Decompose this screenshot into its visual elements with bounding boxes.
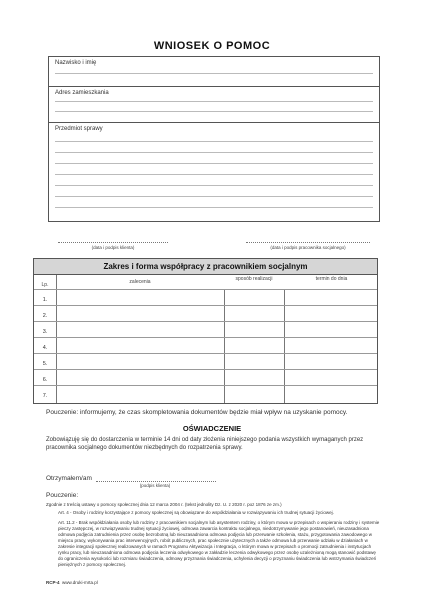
received-signature-line[interactable] (96, 481, 216, 482)
client-info-box (48, 56, 380, 222)
table-row-line (34, 369, 377, 370)
client-signature-caption: (data i podpis klienta) (91, 245, 135, 250)
instruction-heading: Pouczenie: (46, 492, 79, 499)
subject-field-line-2[interactable] (55, 152, 373, 153)
table-row-line (34, 321, 377, 322)
article-4-text: Art. 4 - Osoby i rodziny korzystające z pomocy społecznej są obowiązane do współdziałania w rozwiązywaniu ich trudnej sytuacji życiowej. (58, 510, 334, 515)
declaration-text: Zobowiązuję się do dostarczenia w terminie 14 dni od daty złożenia niniejszego podania wszystkich wymaganych przez pracownika socjalnego dokumentów niezbędnych do rozpatrzenia sprawy. (46, 437, 364, 451)
address-field-line-2[interactable] (55, 111, 373, 112)
name-field[interactable] (55, 73, 373, 74)
column-divider (56, 275, 57, 403)
worker-signature-caption: (data i podpis pracownika socjalnego) (270, 245, 346, 250)
documents-notice: Pouczenie: informujemy, że czas skompletowania dokumentów będzie miał wpływ na uzyskanie pomocy. (46, 409, 348, 416)
table-row-line (34, 353, 377, 354)
cooperation-table (33, 258, 378, 404)
table-row-line (34, 385, 377, 386)
subject-field-line-1[interactable] (55, 141, 373, 142)
column-header-deadline: termin do dnia (315, 276, 348, 282)
table-row-number: 7. (42, 393, 48, 399)
declaration-heading: OŚWIADCZENIE (182, 424, 242, 433)
subject-section (49, 123, 379, 221)
header-row-divider (34, 289, 377, 290)
client-signature-line[interactable] (58, 242, 168, 243)
table-row-number: 2. (42, 313, 48, 319)
instruction-intro: Zgodnie z treścią ustawy o pomocy społecznej dnia 12 marca 2004 r. (tekst jednolity Dz. U. z 2020 r. poz 1876 ze zm.) (46, 502, 282, 507)
subject-label: Przedmiot sprawy (55, 126, 103, 132)
table-row-number: 5. (42, 361, 48, 367)
address-label: Adres zamieszkania (55, 90, 109, 96)
address-section (49, 87, 379, 123)
subject-field-line-5[interactable] (55, 185, 373, 186)
column-header-method: sposób realizacji (235, 276, 273, 282)
received-label: Otrzymałem/am (46, 475, 92, 482)
name-label: Nazwisko i imię (55, 60, 97, 66)
received-signature-caption: (podpis klienta) (139, 483, 171, 488)
name-section (49, 57, 379, 87)
column-header-task: zalecenia (129, 279, 151, 285)
table-row-number: 3. (42, 329, 48, 335)
table-title: Zakres i forma współpracy z pracownikiem socjalnym (34, 259, 377, 275)
table-row-number: 6. (42, 377, 48, 383)
subject-field-line-4[interactable] (55, 174, 373, 175)
publisher-url[interactable]: www.druki-mrta.pl (62, 580, 98, 585)
subject-field-line-6[interactable] (55, 196, 373, 197)
column-header-lp: Lp. (41, 282, 49, 288)
subject-field-line-7[interactable] (55, 207, 373, 208)
worker-signature-line[interactable] (246, 242, 370, 243)
article-11-text: Art. 11.2 - Brak współdziałania osoby lub rodziny z pracownikiem socjalnym lub asystentem rodziny, o którym mowa w przepisach o wspieraniu rodziny i systemie pieczy zastępczej, w rozwiązywaniu trudnej sytuacji życiowej, odmowa zawarcia kontraktu socjalnego, niedotrzymywanie jego postanowień, nieuzasadniona odmowa podjęcia zatrudnienia przez osobę bezrobotną lub nieuzasadniona odmowa podjęcia lub przerwanie szkolenia, stażu, przygotowania zawodowego w miejscu pracy, wykonywania prac interwencyjnych, robót publicznych, prac społecznie użytecznych a także odmowa lub przerwanie udziału w działaniach w zakresie integracji społecznej realizowanych w ramach Programu Aktywizacja i Integracja, o którym mowa w przepisach o promocji zatrudnienia i instytucjach rynku pracy, lub nieuzasadniona odmowa podjęcia leczenia odwykowego w zakładzie leczenia odwykowego przez osobę uzależnioną mogą stanowić podstawę do ograniczenia wysokości lub rozmiaru świadczenia, odmowy przyznania świadczenia, uchylenia decyzji o przyznaniu świadczenia lub wstrzymania świadczeń pieniężnych z pomocy społecznej. (58, 520, 380, 567)
page-title: WNIOSEK O POMOC (153, 40, 271, 52)
form-code: RCP-4 (46, 580, 60, 585)
table-row-line (34, 337, 377, 338)
table-row-number: 1. (42, 297, 48, 303)
subject-field-line-3[interactable] (55, 163, 373, 164)
table-row-number: 4. (42, 345, 48, 351)
address-field-line-1[interactable] (55, 101, 373, 102)
table-row-line (34, 305, 377, 306)
